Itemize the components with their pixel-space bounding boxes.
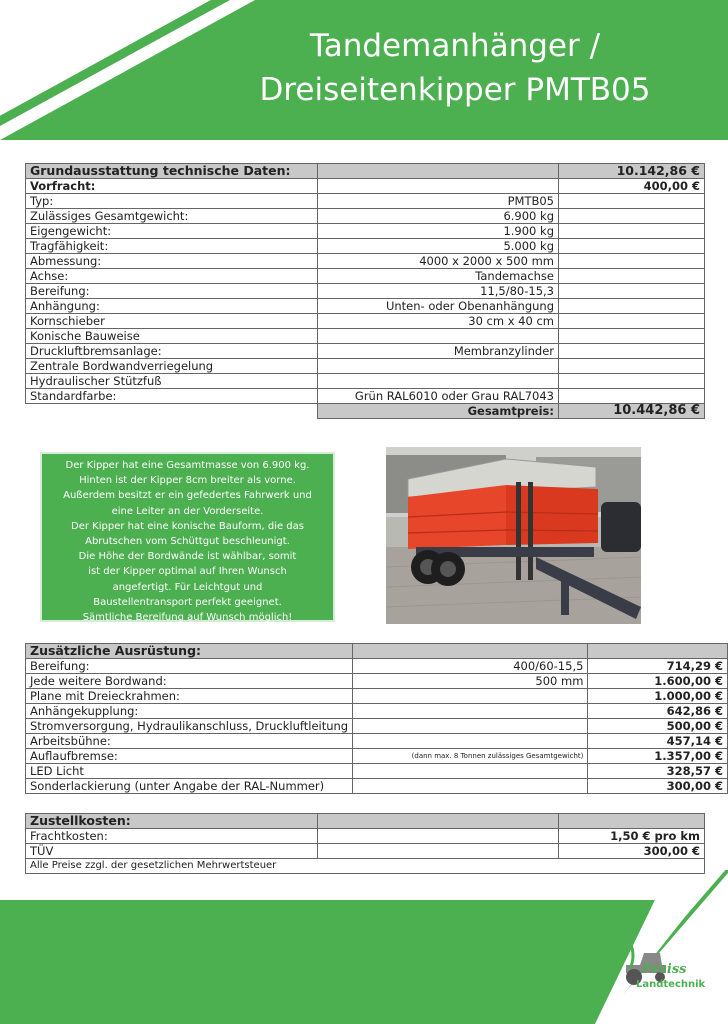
spec-label: Typ: [26,194,318,209]
spec-label: Druckluftbremsanlage: [26,344,318,359]
spec-row [26,269,705,284]
extra-value: (dann max. 8 Tonnen zulässiges Gesamtgewicht) [353,749,588,764]
extra-price: 328,57 € [588,764,728,779]
spec-price [559,194,705,209]
spec-price [559,224,705,239]
spec-value: 30 cm x 40 cm [318,314,559,329]
extra-row [26,779,728,794]
spec-row [26,389,705,404]
description-line: Sämtliche Bereifung auf Wunsch möglich! [82,612,293,624]
title-line-2: Dreiseitenkipper PMTB05 [259,72,651,108]
basic-header-label: Grundausstattung technische Daten: [26,164,318,179]
description-line: Außerdem besitzt er ein gefedertes Fahrwerk und [63,490,312,502]
extra-value [353,764,588,779]
spec-label: Anhängung: [26,299,318,314]
delivery-header-label: Zustellkosten: [26,814,318,829]
logo-text-1: Preiss [642,962,687,977]
extra-label: Jede weitere Bordwand: [26,674,353,689]
extra-value [353,734,588,749]
spec-row [26,314,705,329]
extra-value [353,689,588,704]
spec-label: Bereifung: [26,284,318,299]
extra-label: Bereifung: [26,659,353,674]
extra-price: 457,14 € [588,734,728,749]
company-logo [620,935,708,995]
spec-price [559,359,705,374]
extra-row [26,659,728,674]
extra-price: 300,00 € [588,779,728,794]
delivery-price: 1,50 € pro km [559,829,705,844]
spec-value: PMTB05 [318,194,559,209]
spec-label: Kornschieber [26,314,318,329]
vat-note: Alle Preise zzgl. der gesetzlichen Mehrwertsteuer [26,859,705,874]
spec-price [559,239,705,254]
description-line: Die Höhe der Bordwände ist wählbar, somit [78,551,297,563]
extra-price: 642,86 € [588,704,728,719]
extra-row [26,704,728,719]
spec-price [559,374,705,389]
spec-price [559,299,705,314]
spec-row [26,194,705,209]
freight-price: 400,00 € [559,179,705,194]
extra-value [353,719,588,734]
spec-row [26,374,705,389]
page-title [205,24,705,112]
extra-value [353,779,588,794]
spec-label: Abmessung: [26,254,318,269]
extra-label: LED Licht [26,764,353,779]
logo-text-2: Landtechnik [636,979,706,990]
spec-label: Hydraulischer Stützfuß [26,374,318,389]
extra-row [26,749,728,764]
tractor-logo-icon [620,935,708,995]
spec-price [559,284,705,299]
spec-value: Unten- oder Obenanhängung [318,299,559,314]
extra-label: Sonderlackierung (unter Angabe der RAL-Nummer) [26,779,353,794]
extra-price: 500,00 € [588,719,728,734]
spec-label: Konische Bauweise [26,329,318,344]
spec-value: 6.900 kg [318,209,559,224]
extras-table [25,643,728,794]
trailer-photo [386,447,641,624]
basic-specs-table [25,163,705,419]
spec-label: Zulässiges Gesamtgewicht: [26,209,318,224]
extra-row [26,719,728,734]
description-line: Abrutschen vom Schüttgut beschleunigt. [85,536,290,548]
extra-value: 500 mm [353,674,588,689]
description-line: ist der Kipper optimal auf Ihren Wunsch [88,566,287,578]
extras-header-label: Zusätzliche Ausrüstung: [26,644,353,659]
spec-label: Eigengewicht: [26,224,318,239]
spec-value: 4000 x 2000 x 500 mm [318,254,559,269]
spec-value: Membranzylinder [318,344,559,359]
spec-value: Grün RAL6010 oder Grau RAL7043 [318,389,559,404]
extra-row [26,674,728,689]
basic-header-price: 10.142,86 € [559,164,705,179]
total-label: Gesamtpreis: [318,404,559,419]
spec-row [26,299,705,314]
spec-row [26,344,705,359]
extra-price: 714,29 € [588,659,728,674]
delivery-table [25,813,705,874]
extra-label: Auflaufbremse: [26,749,353,764]
spec-price [559,344,705,359]
spec-value: 5.000 kg [318,239,559,254]
delivery-value [318,829,559,844]
spec-price [559,389,705,404]
spec-price [559,209,705,224]
spec-row [26,284,705,299]
total-price: 10.442,86 € [559,404,705,419]
spec-value [318,329,559,344]
description-line: eine Leiter an der Vorderseite. [111,505,264,517]
extra-value [353,704,588,719]
extra-label: Anhängekupplung: [26,704,353,719]
spec-price [559,254,705,269]
spec-value [318,359,559,374]
extra-label: Arbeitsbühne: [26,734,353,749]
delivery-value [318,844,559,859]
spec-price [559,314,705,329]
footer-banner [0,870,728,1024]
description-line: angefertigt. Für Leichtgut und [112,581,263,593]
extra-price: 1.357,00 € [588,749,728,764]
spec-row [26,209,705,224]
spec-row [26,224,705,239]
extra-label: Plane mit Dreieckrahmen: [26,689,353,704]
spec-value: Tandemachse [318,269,559,284]
spec-row [26,329,705,344]
delivery-row [26,829,705,844]
spec-label: Zentrale Bordwandverriegelung [26,359,318,374]
spec-value: 1.900 kg [318,224,559,239]
spec-price [559,269,705,284]
freight-label: Vorfracht: [26,179,318,194]
spec-label: Tragfähigkeit: [26,239,318,254]
spec-value [318,374,559,389]
description-box [40,452,335,622]
spec-row [26,239,705,254]
extra-row [26,734,728,749]
extra-price: 1.600,00 € [588,674,728,689]
spec-value: 11,5/80-15,3 [318,284,559,299]
delivery-label: TÜV [26,844,318,859]
delivery-row [26,844,705,859]
delivery-label: Frachtkosten: [26,829,318,844]
spec-label: Standardfarbe: [26,389,318,404]
extra-value: 400/60-15,5 [353,659,588,674]
extra-price: 1.000,00 € [588,689,728,704]
description-line: Hinten ist der Kipper 8cm breiter als vorne. [79,475,296,487]
title-line-1: Tandemanhänger / [309,28,601,64]
description-line: Der Kipper hat eine Gesamtmasse von 6.900 kg. [65,460,310,471]
description-line: Baustellentransport perfekt geeignet. [93,596,282,608]
footer-stripes [0,870,728,1024]
spec-label: Achse: [26,269,318,284]
description-line: Der Kipper hat eine konische Bauform, die das [71,520,304,532]
delivery-price: 300,00 € [559,844,705,859]
spec-row [26,359,705,374]
spec-row [26,254,705,269]
spec-price [559,329,705,344]
extra-row [26,764,728,779]
header-banner [0,0,728,140]
extra-label: Stromversorgung, Hydraulikanschluss, Druckluftleitung [26,719,353,734]
extra-row [26,689,728,704]
